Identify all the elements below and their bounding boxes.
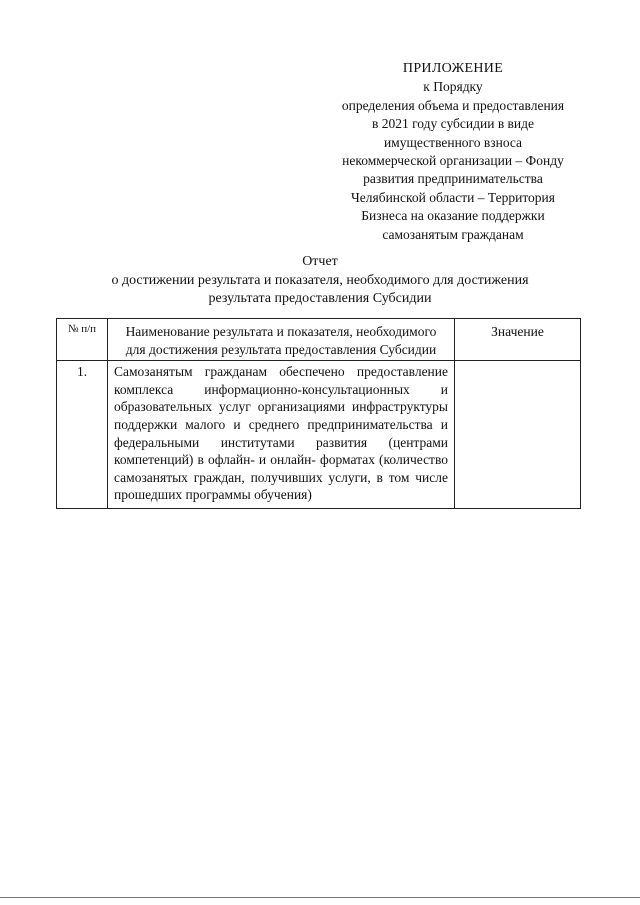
appendix-line: определения объема и предоставления xyxy=(341,97,565,113)
appendix-line: имущественного взноса xyxy=(383,134,523,150)
row-num: 1. xyxy=(57,361,108,509)
row-value xyxy=(455,361,581,509)
report-table xyxy=(56,318,581,509)
report-title: Отчет xyxy=(302,254,338,269)
header-name: Наименование результата и показателя, необходимого для достижения результата предоставления Субсидии xyxy=(108,319,455,361)
appendix-line: к Порядку xyxy=(423,79,483,95)
appendix-block xyxy=(318,60,588,244)
appendix-line: Бизнеса на оказание поддержки xyxy=(361,208,545,224)
appendix-line: в 2021 году субсидии в виде xyxy=(371,116,535,132)
header-num: № п/п xyxy=(57,319,108,361)
page-bottom-divider xyxy=(0,897,640,898)
appendix-title: ПРИЛОЖЕНИЕ xyxy=(402,61,504,76)
report-subtitle-line: о достижении результата и показателя, необходимого для достижения xyxy=(111,272,529,288)
header-value: Значение xyxy=(455,319,581,361)
appendix-line: самозанятым гражданам xyxy=(382,226,524,242)
report-heading xyxy=(70,253,570,309)
appendix-line: некоммерческой организации – Фонду xyxy=(342,153,564,169)
report-subtitle-line: результата предоставления Субсидии xyxy=(208,291,432,306)
appendix-line: Челябинской области – Территория xyxy=(351,189,555,205)
appendix-line: развития предпринимательства xyxy=(363,171,543,187)
table-header-row xyxy=(57,319,581,361)
table-row xyxy=(57,361,581,509)
row-name: Самозанятым гражданам обеспечено предоставление комплекса информационно-консультационных и образовательных услуг организациями инфраструктуры поддержки малого и среднего предпринимательства и федеральными институтами развития (центрами компетенций) в офлайн- и онлайн- форматах (количество самозанятых граждан, получивших услуги, в том числе прошедших программы обучения) xyxy=(108,361,455,509)
